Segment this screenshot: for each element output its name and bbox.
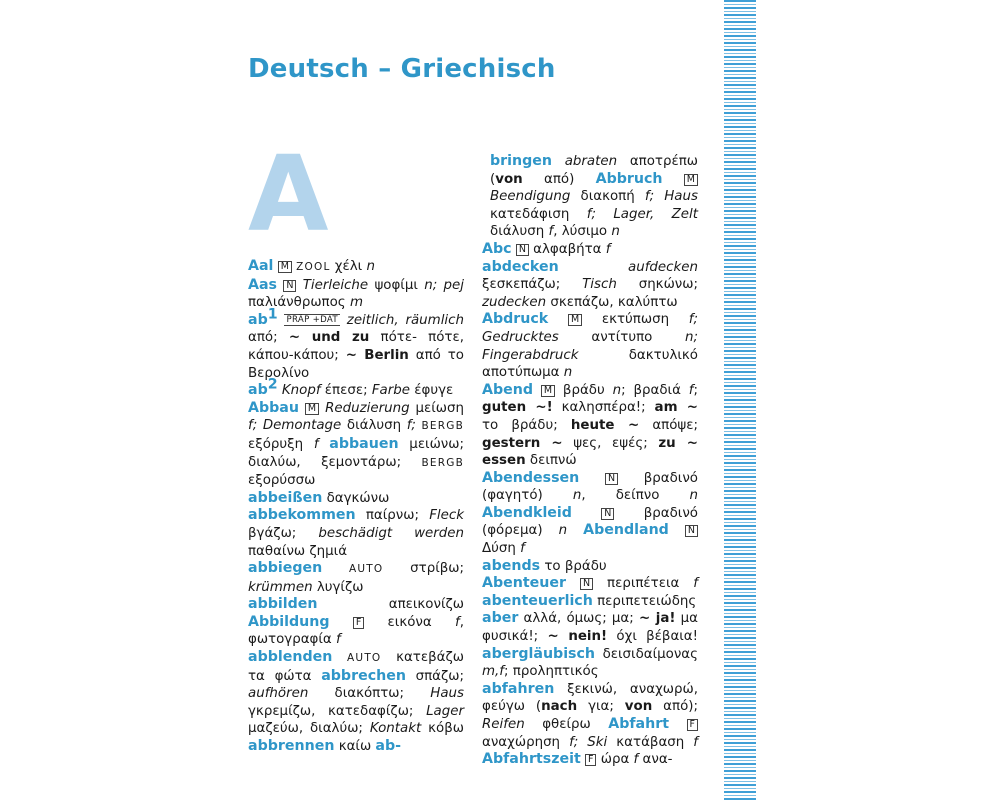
dictionary-entry: $ab^1$ PRÄP +DAT zeitlich, räumlich από; ~ und zu πότε- πότε, κάπου-κάπου; ~ Berlin από το Βερολίνο (248, 306, 464, 381)
dictionary-entry: abends το βράδυ (482, 557, 607, 574)
dictionary-entry: Abenteuer N περιπέτεια f abenteuerlich περιπετειώδης (482, 575, 698, 609)
dictionary-entry: abbekommen παίρνω; Fleck βγάζω; beschädigt werden παθαίνω ζημιά (248, 507, 465, 559)
dictionary-entry: Abendessen N βραδινό (φαγητό) n, δείπνο n Abendkleid N βραδινό (φόρεμα) n Abendland N Δύση f (482, 469, 699, 557)
dictionary-entry: Abdruck M εκτύπωση f; Gedrucktes αντίτυπο n; Fingerabdruck δακτυλικό αποτύπωμα n (482, 311, 698, 381)
section-letter: A (248, 133, 329, 255)
thumb-index-stripe (724, 0, 756, 800)
dictionary-entry: Aal M ZOOL χέλι n (248, 258, 375, 274)
dictionary-entry: abblenden AUTO κατεβάζω τα φώτα abbrechen σπάζω; aufhören διακόπτω; Haus γκρεμίζω, κατεδαφίζω; Lager μαζεύω, διαλύω; Kontakt κόβω abbrennen καίω ab- (248, 649, 464, 755)
dictionary-entry: abdecken aufdecken ξεσκεπάζω; Tisch σηκώνω; zudecken σκεπάζω, καλύπτω (482, 258, 698, 310)
column-left (248, 258, 464, 756)
dictionary-entry: aber αλλά, όμως; μα; ~ ja! μα φυσικά!; ~ nein! όχι βέβαια! abergläubisch δεισιδαίμονας m,f; προληπτικός (482, 610, 698, 680)
dictionary-entry: abbilden απεικονίζω Abbildung F εικόνα f, φωτογραφία f (248, 596, 464, 648)
dictionary-entry: abbiegen AUTO στρίβω; krümmen λυγίζω (248, 560, 464, 595)
dictionary-entry: $ab^2$ Knopf έπεσε; Farbe έφυγε (248, 376, 454, 399)
dictionary-entry: Abbau M Reduzierung μείωση f; Demontage διάλυση f; BERGB εξόρυξη f abbauen μειώνω; διαλύω, ξεμοντάρω; BERGB εξορύσσω (248, 399, 465, 489)
dictionary-entry: bringen abraten αποτρέπω (von από) Abbruch M Beendigung διακοπή f; Haus κατεδάφιση f; Lager, Zelt διάλυση f, λύσιμο n (490, 153, 698, 240)
column-right (482, 153, 698, 769)
dictionary-entry: Abend M βράδυ n; βραδιά f; guten ~! καλησπέρα!; am ~ το βράδυ; heute ~ απόψε; gestern ~ ψες, εψές; zu ~ essen δειπνώ (482, 381, 699, 469)
dictionary-entry: Abc N αλφαβήτα f (482, 240, 611, 257)
dictionary-entry: abfahren ξεκινώ, αναχωρώ, φεύγω (nach για; von από); Reifen φθείρω Abfahrt F αναχώρηση f; Ski κατάβαση f Abfahrtszeit F ώρα f ανα- (482, 680, 698, 768)
dictionary-entry: Aas N Tierleiche ψοφίμι n; pej παλιάνθρωπος m (248, 276, 464, 311)
dictionary-entry: abbeißen δαγκώνω (248, 489, 390, 506)
page-title: Deutsch – Griechisch (248, 54, 556, 84)
